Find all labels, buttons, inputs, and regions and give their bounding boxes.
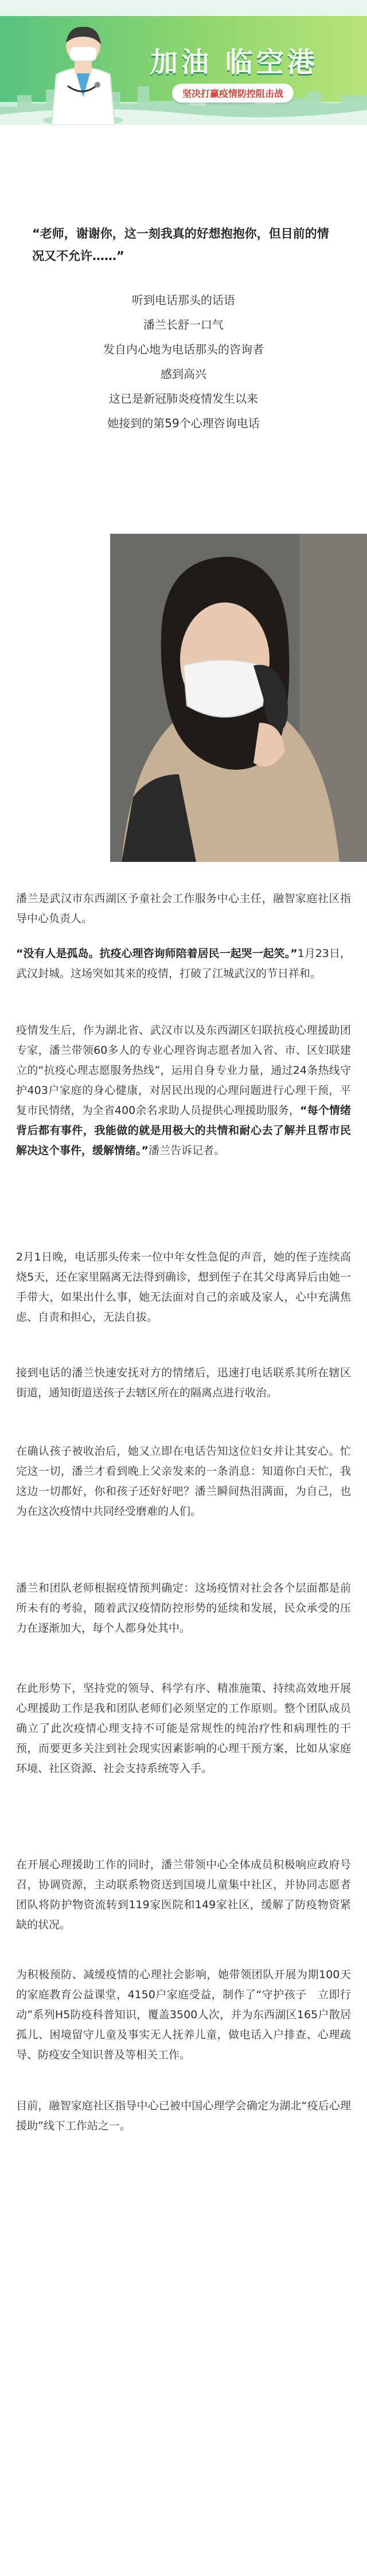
paragraph-assessment: 潘兰和团队老师根据疫情预判确定：这场疫情对社会各个层面都是前所未有的考验，随着武汉疫情防控形势的延续和发展，民众承受的压力在逐渐加大，每个人都身处其中。 xyxy=(16,1582,351,1634)
paragraph-response: 接到电话的潘兰快速安抚对方的情绪后，迅速打电话联系其所在辖区街道，通知街道送孩子去辖区所在的隔离点进行收治。 xyxy=(16,1366,351,1399)
intro-line: 听到电话那头的话语 xyxy=(132,293,235,307)
doctor-illustration-icon xyxy=(40,11,126,125)
paragraph-text: 潘兰告诉记者。 xyxy=(149,1144,225,1157)
banner-subtitle: 坚决打赢疫情防控阻击战 xyxy=(172,84,294,103)
intro-line: 她接到的第59个心理咨询电话 xyxy=(107,416,260,430)
paragraph-text: 疫情发生后，作为湖北省、武汉市以及东西湖区妇联抗疫心理援助团专家，潘兰带领60多人的专业心理咨询志愿者加入省、市、区妇联建立的“抗疫心理志愿服务热线”，运用自身专业力量，通过24条热线守护403户家庭的身心健康，对居民出现的心理问题进行心理干预，平复市民情绪，为全省400余名求助人员提供心理援助服务， xyxy=(16,1024,351,1117)
intro-line: 这已是新冠肺炎疫情发生以来 xyxy=(109,392,258,405)
paragraph-father-message: 在确认孩子被收治后，她又立即在电话告知这位妇女并让其安心。忙完这一切，潘兰才看到晚上父亲发来的一条消息：知道你白天忙，我这边一切都好，你和孩子还好好吧？潘兰瞬间热泪满面，为自己，也为在这次疫情中共同经受磨难的人们。 xyxy=(16,1445,351,1518)
intro-line: 感到高兴 xyxy=(161,367,206,381)
banner-slogan: 加油 临空港 xyxy=(150,46,318,78)
paragraph-intro: 潘兰是武汉市东西湖区予童社会工作服务中心主任，融智家庭社区指导中心负责人。 xyxy=(16,892,351,925)
paragraph-hotline xyxy=(16,1021,351,1161)
paragraph-supplies: 在开展心理援助工作的同时，潘兰带领中心全体成员积极响应政府号召，协调资源，主动联系物资送到国境儿童集中社区，并协同志愿者团队将防护物资流转到119家医院和149家社区，缓解了防疫物资紧缺的状况。 xyxy=(16,1858,351,1931)
paragraph-text: 1月23日，武汉封城。这场突如其来的疫情，打破了江城武汉的节日祥和。 xyxy=(16,947,352,980)
header-banner xyxy=(0,0,367,125)
opening-quote: “老师，谢谢你，这一刻我真的好想抱抱你，但目前的情况又不允许……” xyxy=(32,227,329,263)
photo-illustration xyxy=(110,534,367,862)
paragraph-workstation: 目前，融智家庭社区指导中心已被中国心理学会确定为湖北“疫后心理援助”线下工作站之一。 xyxy=(16,2100,351,2132)
woman-on-phone-photo xyxy=(110,534,367,862)
paragraph-lockdown xyxy=(16,944,351,984)
highlight-quote: “每个情绪背后都有事件，我能做的就是用极大的共情和耐心去了解并且帮市民解决这个事件，缓解情绪。” xyxy=(16,1104,351,1157)
intro-block xyxy=(23,288,344,436)
highlight-quote: “没有人是孤岛。抗疫心理咨询师陪着居民一起哭一起笑。” xyxy=(16,947,298,960)
paragraph-education: 为积极预防、减缓疫情的心理社会影响，她带领团队开展为期100天的家庭教育公益课堂，4150户家庭受益，制作了“守护孩子 立即行动”系列H5防疫科普知识，覆盖3500人次，并为东西湖区165户散居孤儿、困境留守儿童及事实无人抚养儿童，做电话入户排查、心理疏导、防疫安全知识普及等相关工作。 xyxy=(16,1968,351,2061)
intro-line: 发自内心地为电话那头的咨询者 xyxy=(103,342,264,356)
paragraph-call: 2月1日晚，电话那头传来一位中年女性急促的声音，她的侄子连续高烧5天，还在家里隔离无法得到确诊，想到侄子在其父母离异后由她一手带大，如果出什么事，她无法面对自己的亲戚及家人，心中充满焦虑、自责和担心，无法自拔。 xyxy=(16,1251,351,1324)
paragraph-principles: 在此形势下，坚持党的领导、科学有序、精准施策、持续高效地开展心理援助工作是我和团队老师们必须坚定的工作原则。整个团队成员确立了此次疫情心理支持不可能是常规性的纯治疗性和病理性的干预，而要更多关注到社会现实因素影响的心理干预方案，比如从家庭环境、社区资源、社会支持系统等入手。 xyxy=(16,1682,351,1775)
intro-line: 潘兰长舒一口气 xyxy=(143,318,224,332)
